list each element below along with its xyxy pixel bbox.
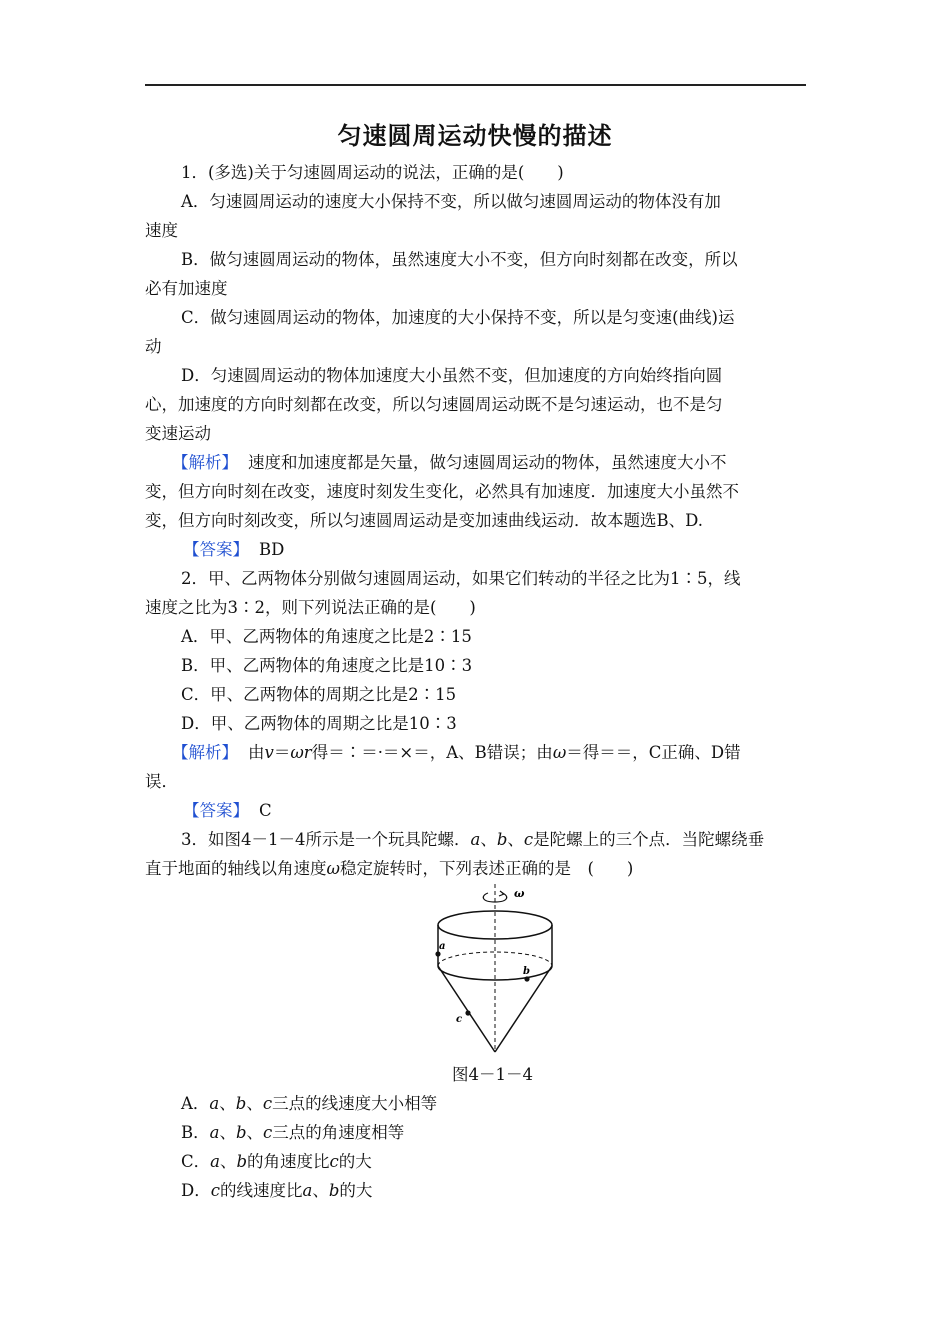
- q3-option-b: B．a、b、c三点的角速度相等: [181, 1123, 405, 1142]
- q1-option-c: C．做匀速圆周运动的物体，加速度的大小保持不变，所以是匀变速(曲线)运: [181, 308, 735, 327]
- analysis-tag: 【解析】: [172, 453, 238, 472]
- analysis-tag: 【解析】: [172, 743, 238, 762]
- q2-stem-cont: 速度之比为3∶2，则下列说法正确的是( ): [145, 598, 476, 617]
- point-a: [435, 951, 440, 956]
- q2-analysis-cont: 误．: [145, 772, 178, 791]
- q1-option-c-cont: 动: [145, 337, 162, 356]
- q1-stem: 1．(多选)关于匀速圆周运动的说法，正确的是( ): [181, 163, 564, 182]
- point-b: [524, 976, 529, 981]
- q1-answer: [183, 535, 848, 564]
- q1-option-d-cont: 心，加速度的方向时刻都在改变，所以匀速圆周运动既不是匀速运动，也不是匀: [145, 395, 723, 414]
- q2-option-d: D．甲、乙两物体的周期之比是10∶3: [181, 714, 457, 733]
- point-b-label: b: [523, 966, 530, 977]
- spinning-top-figure: [420, 880, 570, 1058]
- page-title: 匀速圆周运动快慢的描述: [337, 122, 613, 150]
- q2-option-b: B．甲、乙两物体的角速度之比是10∶3: [181, 656, 473, 675]
- q1-option-b-cont: 必有加速度: [145, 279, 228, 298]
- header-rule: [145, 84, 806, 86]
- q1-option-d-cont2: 变速运动: [145, 424, 211, 443]
- arrowhead-icon: [499, 891, 504, 896]
- q2-answer: [183, 796, 848, 825]
- q2-stem: 2．甲、乙两物体分别做匀速圆周运动，如果它们转动的半径之比为1∶5，线: [181, 569, 741, 588]
- answer-tag: 【答案】: [183, 801, 249, 820]
- q1-analysis-text: 速度和加速度都是矢量，做匀速圆周运动的物体，虽然速度大小不: [248, 453, 727, 472]
- q1-analysis: [172, 448, 837, 477]
- q1-option-d: D．匀速圆周运动的物体加速度大小虽然不变，但加速度的方向始终指向圆: [181, 366, 723, 385]
- q3-option-c: C．a、b的角速度比c的大: [181, 1152, 372, 1171]
- q3-stem: 3．如图4－1－4所示是一个玩具陀螺．a、b、c是陀螺上的三个点．当陀螺绕垂: [181, 830, 765, 849]
- q2-analysis: 【解析】 由v＝ωr得＝∶＝·＝×＝，A、B错误；由ω＝得＝＝，C正确、D错: [172, 743, 741, 762]
- q1-option-b: B．做匀速圆周运动的物体，虽然速度大小不变，但方向时刻都在改变，所以: [181, 250, 738, 269]
- q1-option-a: A．匀速圆周运动的速度大小保持不变，所以做匀速圆周运动的物体没有加: [181, 192, 721, 211]
- q2-option-a: A．甲、乙两物体的角速度之比是2∶15: [181, 627, 472, 646]
- q2-option-c: C．甲、乙两物体的周期之比是2∶15: [181, 685, 457, 704]
- answer-tag: 【答案】: [183, 540, 249, 559]
- point-c-label: c: [456, 1014, 463, 1025]
- q1-option-a-cont: 速度: [145, 221, 178, 240]
- q3-stem-cont: 直于地面的轴线以角速度ω稳定旋转时，下列表述正确的是 ( ): [145, 859, 634, 878]
- q1-answer-value: BD: [259, 540, 285, 559]
- q1-analysis-cont: 变，但方向时刻在改变，速度时刻发生变化，必然具有加速度．加速度大小虽然不: [145, 482, 739, 501]
- point-a-label: a: [439, 941, 446, 952]
- q3-option-d: D．c的线速度比a、b的大: [181, 1181, 373, 1200]
- q2-answer-value: C: [259, 801, 272, 820]
- omega-label: ω: [514, 887, 525, 900]
- figure-caption: 图4－1－4: [452, 1065, 533, 1084]
- q3-option-a: A．a、b、c三点的线速度大小相等: [181, 1094, 438, 1113]
- q1-analysis-cont2: 变，但方向时刻改变，所以匀速圆周运动是变加速曲线运动．故本题选B、D.: [145, 511, 704, 530]
- point-c: [465, 1010, 470, 1015]
